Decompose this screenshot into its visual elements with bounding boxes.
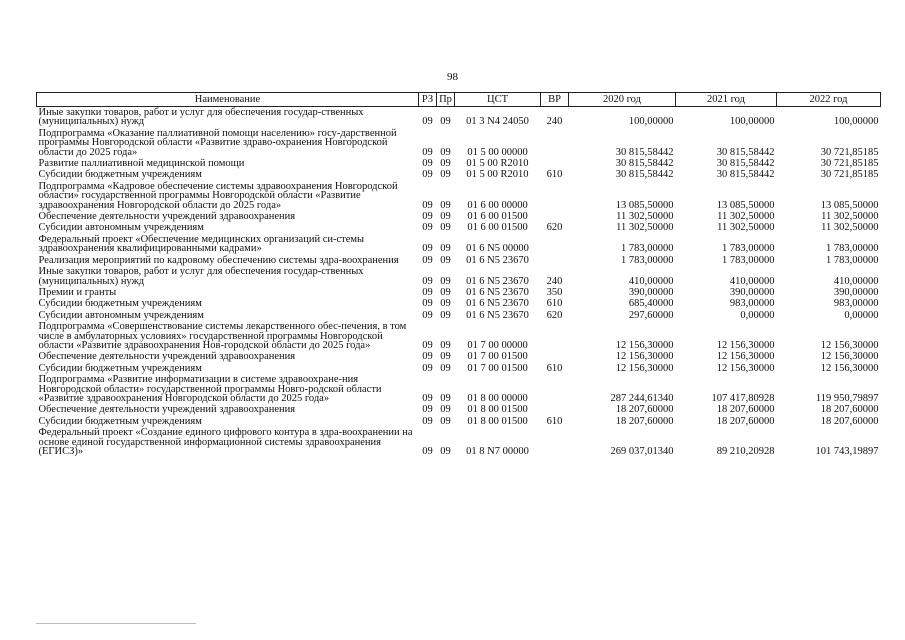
row-pr: 09 — [440, 254, 451, 266]
row-pr: 09 — [440, 286, 451, 298]
row-pr: 09 — [440, 298, 451, 310]
row-value-2020: 12 156,30000 — [615, 339, 674, 351]
row-pr: 09 — [440, 199, 451, 211]
row-vr — [541, 211, 569, 222]
row-value-2021: 983,00000 — [729, 298, 775, 310]
row-value-2020: 410,00000 — [628, 275, 674, 287]
header-cst: ЦСТ — [455, 93, 541, 107]
row-rz: 09 — [422, 158, 433, 170]
row-name: Подпрограмма «Оказание паллиативной помощи населению» госу-дарственной программы Новгородской области «Развитие здраво-охранения Новгородской области до 2025 года» — [38, 127, 397, 158]
row-name: Иные закупки товаров, работ и услуг для обеспечения государ-ственных (муниципальных) нужд — [38, 266, 364, 287]
row-value-2022: 30 721,85185 — [820, 158, 879, 170]
row-vr — [541, 374, 569, 404]
row-rz: 09 — [422, 286, 433, 298]
row-cst: 01 5 00 00000 — [467, 146, 528, 158]
row-value-2021: 12 156,30000 — [716, 351, 775, 363]
row-rz: 09 — [422, 116, 433, 128]
row-vr: 610 — [546, 298, 563, 310]
row-cst: 01 6 N5 23670 — [466, 275, 529, 287]
row-name: Обеспечение деятельности учреждений здравоохранения — [38, 211, 296, 223]
row-value-2021: 18 207,60000 — [716, 404, 775, 416]
row-cst: 01 6 N5 23670 — [466, 298, 529, 310]
header-vr: ВР — [541, 93, 569, 107]
table-row — [37, 287, 881, 298]
budget-table — [36, 92, 881, 457]
table-row — [37, 416, 881, 427]
page-number: 98 — [447, 71, 458, 83]
table-row — [37, 158, 881, 169]
row-value-2021: 12 156,30000 — [716, 339, 775, 351]
row-vr: 240 — [546, 275, 563, 287]
row-value-2022: 12 156,30000 — [820, 339, 879, 351]
row-vr: 610 — [546, 415, 563, 427]
row-vr: 240 — [546, 116, 563, 128]
table-row — [37, 427, 881, 457]
row-value-2021: 100,00000 — [729, 116, 775, 128]
row-name: Иные закупки товаров, работ и услуг для обеспечения государ-ственных (муниципальных) нужд — [38, 107, 364, 128]
row-pr: 09 — [440, 392, 451, 404]
row-pr: 09 — [440, 309, 451, 321]
row-vr — [541, 181, 569, 211]
row-value-2022: 30 721,85185 — [820, 169, 879, 181]
row-value-2021: 11 302,50000 — [717, 222, 775, 234]
row-value-2022: 13 085,50000 — [820, 199, 879, 211]
row-name: Субсидии бюджетным учреждениям — [38, 169, 202, 181]
table-row — [37, 222, 881, 233]
row-name: Субсидии бюджетным учреждениям — [38, 362, 202, 374]
row-value-2022: 12 156,30000 — [820, 351, 879, 363]
row-name: Федеральный проект «Создание единого цифрового контура в здра-воохранении на основе единой государственной информационной системы здравоохранения (ЕГИСЗ)» — [38, 427, 413, 457]
table-row — [37, 211, 881, 222]
row-value-2021: 0,00000 — [740, 309, 775, 321]
row-value-2020: 100,00000 — [628, 116, 674, 128]
row-name: Субсидии автономным учреждениям — [38, 309, 204, 321]
row-value-2020: 30 815,58442 — [615, 158, 674, 170]
row-name: Субсидии автономным учреждениям — [38, 222, 204, 234]
row-value-2021: 1 783,00000 — [722, 243, 775, 255]
row-value-2022: 1 783,00000 — [826, 254, 879, 266]
row-value-2021: 390,00000 — [729, 286, 775, 298]
row-value-2022: 390,00000 — [833, 286, 879, 298]
row-cst: 01 6 N5 23670 — [466, 286, 529, 298]
row-vr — [541, 321, 569, 351]
row-name: Премии и гранты — [38, 286, 117, 298]
row-pr: 09 — [440, 446, 451, 457]
row-name: Федеральный проект «Обеспечение медицинских организаций си-стемы здравоохранения квалифицированными кадрами» — [38, 233, 365, 255]
header-rz: РЗ — [419, 93, 437, 107]
row-pr: 09 — [440, 243, 451, 255]
row-rz: 09 — [422, 254, 433, 266]
row-value-2022: 30 721,85185 — [820, 146, 879, 158]
row-value-2021: 18 207,60000 — [716, 415, 775, 427]
table-row — [37, 321, 881, 351]
row-pr: 09 — [440, 351, 451, 363]
row-value-2021: 12 156,30000 — [716, 362, 775, 374]
row-vr: 620 — [546, 309, 563, 321]
row-cst: 01 8 N7 00000 — [466, 446, 529, 457]
header-name: Наименование — [37, 93, 419, 107]
row-pr: 09 — [440, 415, 451, 427]
row-pr: 09 — [440, 275, 451, 287]
row-cst: 01 6 00 01500 — [467, 211, 528, 223]
table-row — [37, 181, 881, 211]
page-divider — [36, 623, 196, 624]
row-value-2020: 18 207,60000 — [615, 404, 674, 416]
row-value-2020: 390,00000 — [628, 286, 674, 298]
row-rz: 09 — [422, 339, 433, 351]
row-pr: 09 — [440, 146, 451, 158]
row-cst: 01 8 00 00000 — [467, 392, 528, 404]
row-cst: 01 6 N5 23670 — [466, 309, 529, 321]
row-vr — [541, 427, 569, 457]
row-rz: 09 — [422, 415, 433, 427]
row-pr: 09 — [440, 222, 451, 234]
table-body — [37, 107, 881, 458]
row-rz: 09 — [422, 404, 433, 416]
row-value-2020: 13 085,50000 — [615, 199, 674, 211]
table-row — [37, 298, 881, 309]
row-pr: 09 — [440, 404, 451, 416]
row-value-2020: 685,40000 — [628, 298, 674, 310]
row-cst: 01 3 N4 24050 — [466, 116, 529, 128]
row-rz: 09 — [422, 351, 433, 363]
row-value-2020: 297,60000 — [628, 309, 674, 321]
row-value-2022: 11 302,50000 — [821, 211, 879, 223]
row-vr — [541, 404, 569, 415]
row-cst: 01 5 00 R2010 — [466, 169, 529, 181]
table-row — [37, 351, 881, 362]
row-value-2021: 11 302,50000 — [717, 211, 775, 223]
row-value-2022: 1 783,00000 — [826, 243, 879, 255]
row-cst: 01 6 00 01500 — [467, 222, 528, 234]
table-row — [37, 404, 881, 415]
row-pr: 09 — [440, 116, 451, 128]
row-value-2020: 11 302,50000 — [616, 222, 674, 234]
row-vr — [541, 158, 569, 169]
header-pr: Пр — [437, 93, 455, 107]
table-row — [37, 266, 881, 287]
row-value-2020: 30 815,58442 — [615, 169, 674, 181]
table-row — [37, 255, 881, 266]
row-rz: 09 — [422, 243, 433, 255]
row-value-2020: 1 783,00000 — [621, 254, 674, 266]
row-value-2021: 107 417,80928 — [711, 392, 775, 404]
table-row — [37, 374, 881, 404]
row-value-2021: 30 815,58442 — [716, 169, 775, 181]
row-pr: 09 — [440, 362, 451, 374]
row-rz: 09 — [422, 298, 433, 310]
header-2022: 2022 год — [777, 93, 881, 107]
row-value-2020: 1 783,00000 — [621, 243, 674, 255]
row-name: Реализация мероприятий по кадровому обеспечению системы здра-воохранения — [38, 254, 399, 266]
row-cst: 01 7 00 00000 — [467, 339, 528, 351]
row-cst: 01 8 00 01500 — [467, 404, 528, 416]
row-value-2022: 18 207,60000 — [820, 404, 879, 416]
row-cst: 01 7 00 01500 — [467, 362, 528, 374]
row-vr — [541, 351, 569, 362]
row-value-2020: 269 037,01340 — [610, 446, 674, 457]
table-header-row — [37, 93, 881, 107]
row-rz: 09 — [422, 222, 433, 234]
row-rz: 09 — [422, 362, 433, 374]
row-value-2022: 0,00000 — [844, 309, 879, 321]
row-value-2021: 1 783,00000 — [722, 254, 775, 266]
row-rz: 09 — [422, 446, 433, 457]
row-value-2020: 30 815,58442 — [615, 146, 674, 158]
row-value-2021: 410,00000 — [729, 275, 775, 287]
row-value-2022: 100,00000 — [833, 116, 879, 128]
header-2020: 2020 год — [569, 93, 676, 107]
row-cst: 01 6 N5 00000 — [466, 243, 529, 255]
row-value-2020: 12 156,30000 — [615, 362, 674, 374]
table-row — [37, 234, 881, 255]
row-vr — [541, 234, 569, 255]
row-value-2021: 89 210,20928 — [716, 446, 775, 457]
table-row — [37, 169, 881, 180]
row-name: Развитие паллиативной медицинской помощи — [38, 158, 245, 170]
row-value-2022: 18 207,60000 — [820, 415, 879, 427]
row-rz: 09 — [422, 211, 433, 223]
row-vr: 350 — [546, 286, 563, 298]
row-vr: 610 — [546, 169, 563, 181]
row-value-2022: 410,00000 — [833, 275, 879, 287]
row-pr: 09 — [440, 169, 451, 181]
row-rz: 09 — [422, 275, 433, 287]
row-cst: 01 7 00 01500 — [467, 351, 528, 363]
row-pr: 09 — [440, 211, 451, 223]
row-name: Обеспечение деятельности учреждений здравоохранения — [38, 404, 296, 416]
row-value-2022: 983,00000 — [833, 298, 879, 310]
row-value-2020: 11 302,50000 — [616, 211, 674, 223]
row-value-2021: 13 085,50000 — [716, 199, 775, 211]
row-value-2021: 30 815,58442 — [716, 146, 775, 158]
table-row — [37, 310, 881, 321]
row-name: Субсидии бюджетным учреждениям — [38, 298, 202, 310]
row-name: Подпрограмма «Совершенствование системы лекарственного обес-печения, в том числе в амбулаторных условиях» государственной программы Новгородской области «Развитие здравоохранения Нов-городской области до 2025 года» — [38, 321, 407, 351]
row-cst: 01 5 00 R2010 — [466, 158, 529, 170]
row-value-2020: 18 207,60000 — [615, 415, 674, 427]
row-vr: 620 — [546, 222, 563, 234]
row-vr — [541, 128, 569, 158]
row-value-2021: 30 815,58442 — [716, 158, 775, 170]
row-pr: 09 — [440, 339, 451, 351]
row-value-2022: 119 950,79897 — [815, 392, 879, 404]
row-vr — [541, 255, 569, 266]
row-pr: 09 — [440, 158, 451, 170]
row-rz: 09 — [422, 146, 433, 158]
row-name: Обеспечение деятельности учреждений здравоохранения — [38, 351, 296, 363]
row-cst: 01 6 N5 23670 — [466, 254, 529, 266]
row-rz: 09 — [422, 309, 433, 321]
row-value-2022: 12 156,30000 — [820, 362, 879, 374]
row-vr: 610 — [546, 362, 563, 374]
row-value-2020: 12 156,30000 — [615, 351, 674, 363]
table-row — [37, 363, 881, 374]
row-cst: 01 8 00 01500 — [467, 415, 528, 427]
row-value-2022: 11 302,50000 — [821, 222, 879, 234]
row-value-2020: 287 244,61340 — [610, 392, 674, 404]
row-rz: 09 — [422, 169, 433, 181]
row-value-2022: 101 743,19897 — [815, 446, 879, 457]
row-rz: 09 — [422, 392, 433, 404]
header-2021: 2021 год — [676, 93, 777, 107]
row-name: Субсидии бюджетным учреждениям — [38, 415, 202, 427]
table-row — [37, 128, 881, 158]
row-cst: 01 6 00 00000 — [467, 199, 528, 211]
row-rz: 09 — [422, 199, 433, 211]
table-row — [37, 107, 881, 128]
row-name: Подпрограмма «Развитие информатизации в системе здравоохране-ния Новгородской области» государственной программы Новго-родской области «Развитие здравоохранения Новгородской области до 2025 года» — [38, 374, 382, 404]
row-name: Подпрограмма «Кадровое обеспечение системы здравоохранения Новгородской области» государственной программы Новгородской области «Развитие здравоохранения Новгородской области до 2025 года» — [38, 180, 398, 211]
